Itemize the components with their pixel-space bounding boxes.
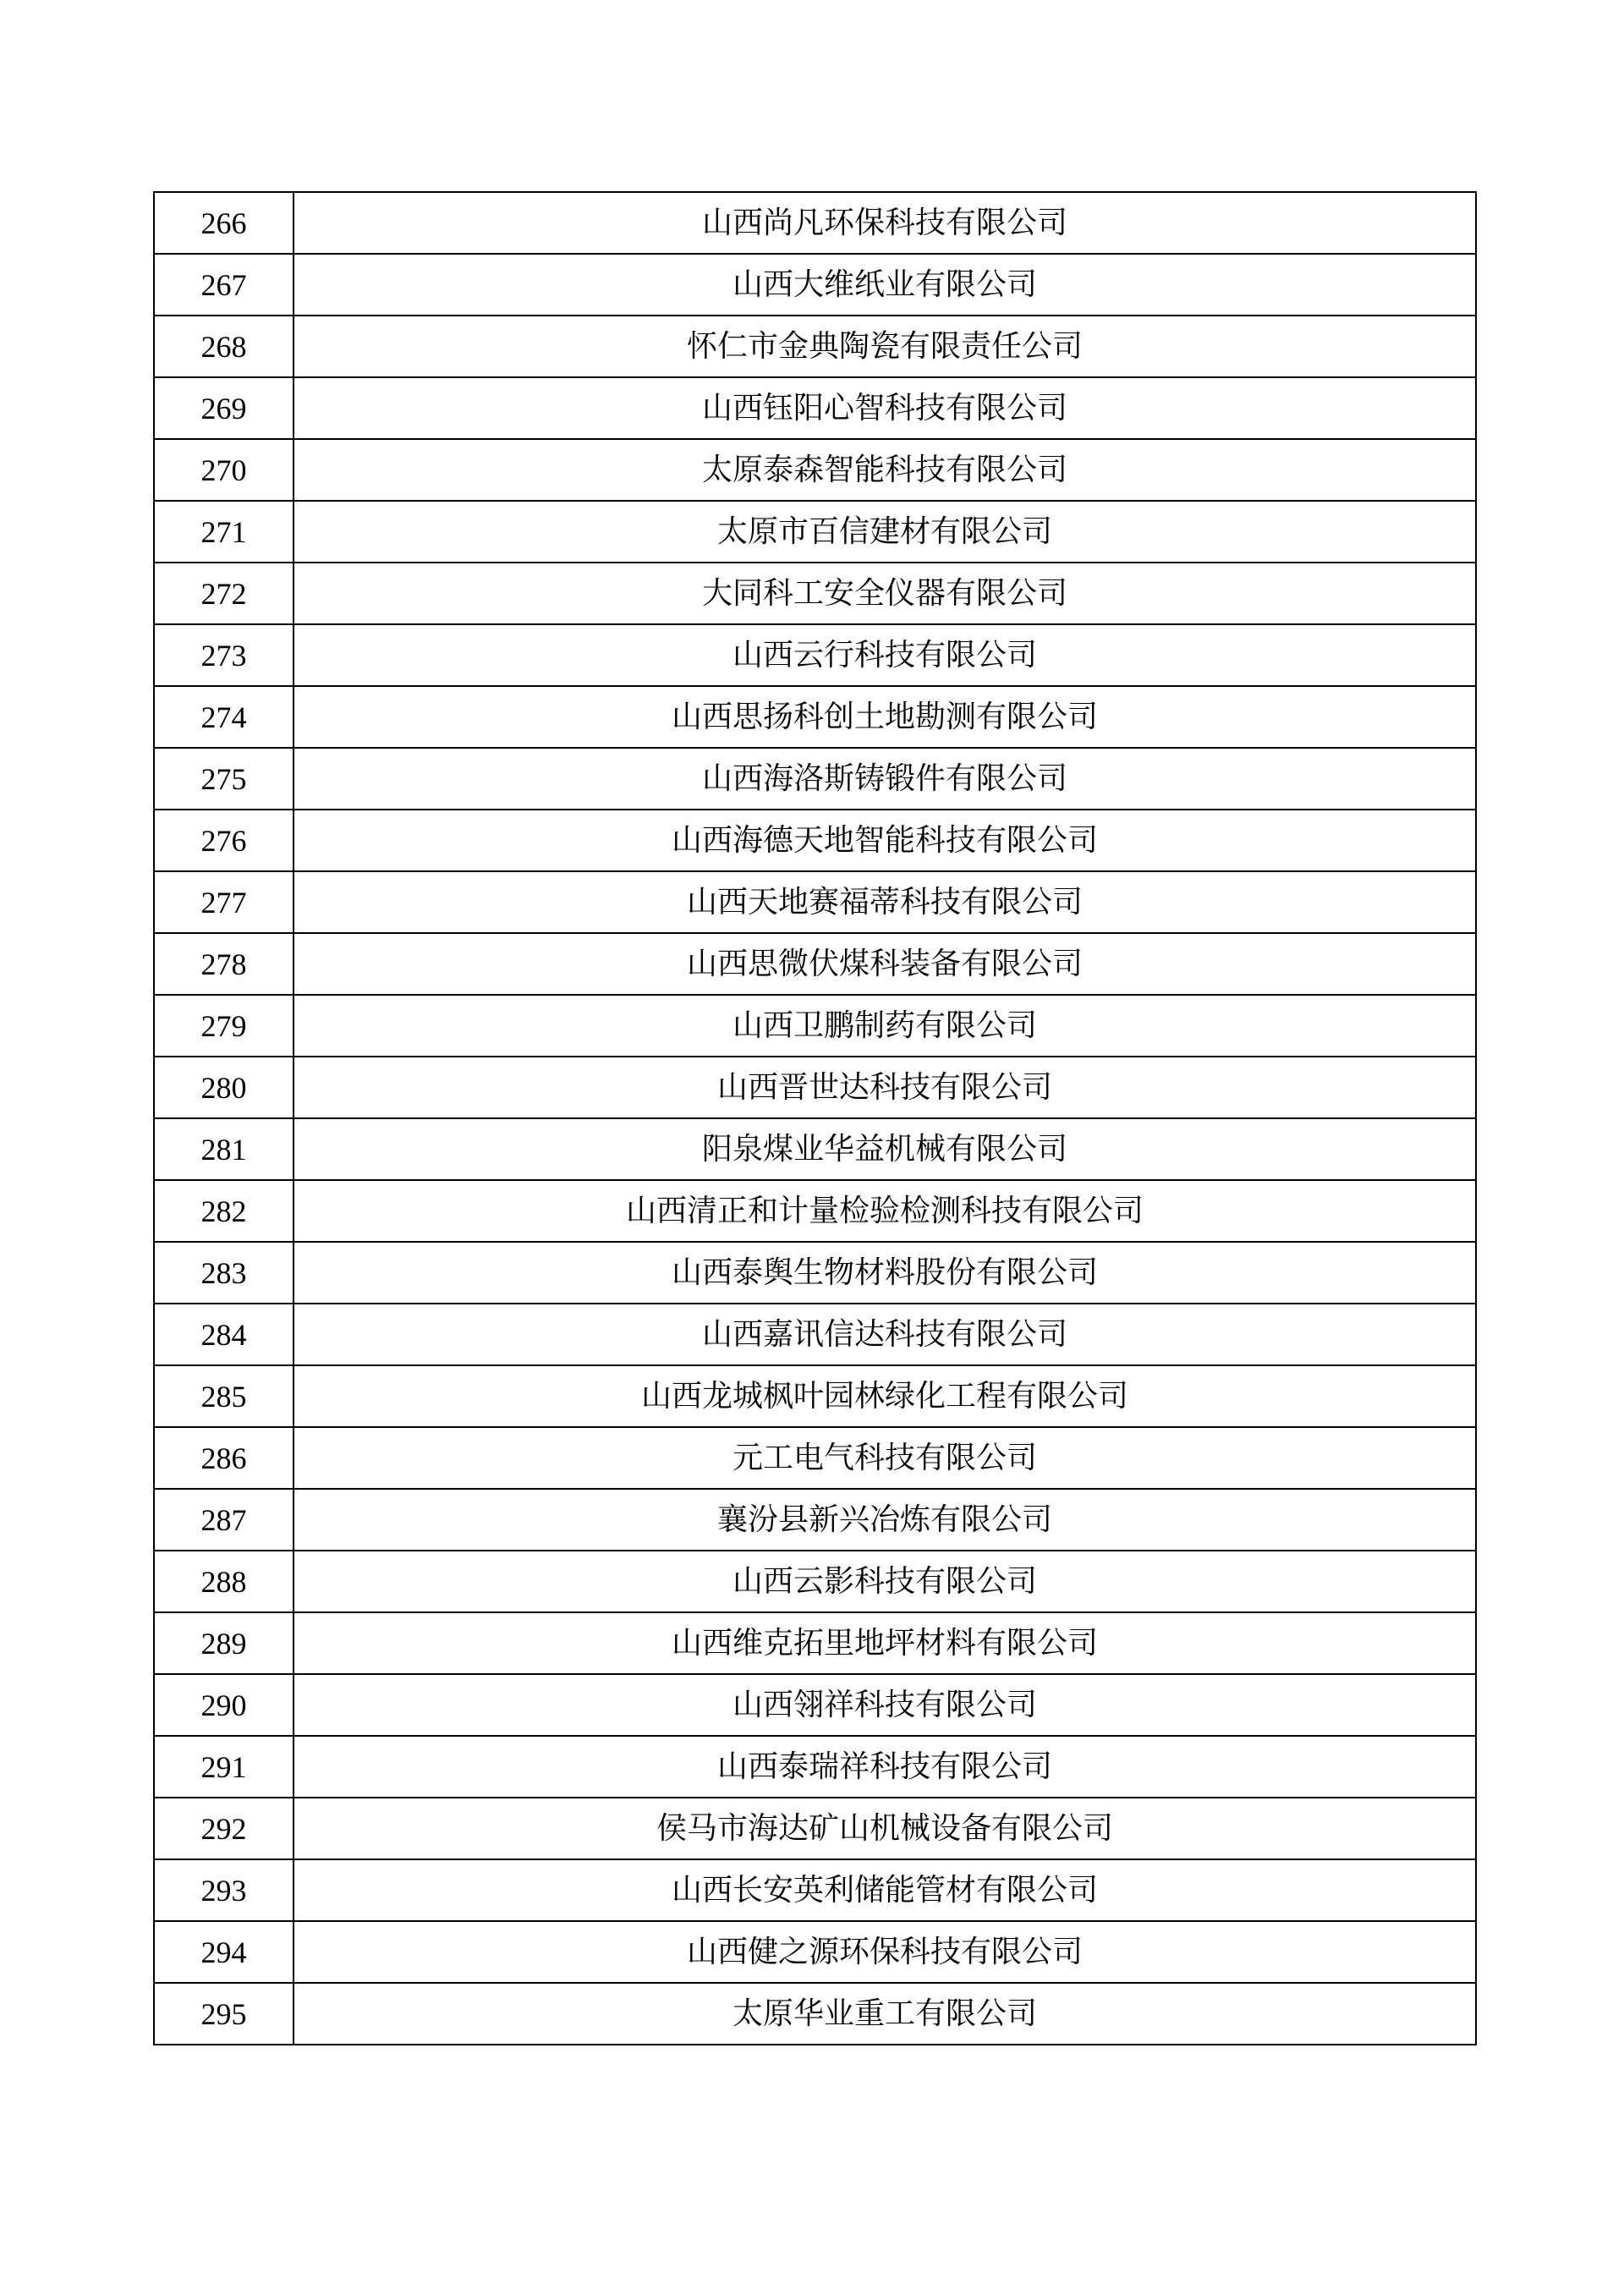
row-number: 269	[154, 377, 294, 439]
company-name: 山西天地赛福蒂科技有限公司	[294, 871, 1476, 933]
table-row	[154, 1798, 1476, 1859]
row-number: 279	[154, 995, 294, 1057]
company-name: 怀仁市金典陶瓷有限责任公司	[294, 316, 1476, 377]
row-number: 283	[154, 1242, 294, 1304]
table-row	[154, 1551, 1476, 1612]
company-name: 阳泉煤业华益机械有限公司	[294, 1118, 1476, 1180]
table-row	[154, 871, 1476, 933]
row-number: 273	[154, 624, 294, 686]
table-row	[154, 501, 1476, 563]
row-number: 270	[154, 439, 294, 501]
row-number: 268	[154, 316, 294, 377]
table-row	[154, 1365, 1476, 1427]
company-name: 山西嘉讯信达科技有限公司	[294, 1304, 1476, 1365]
company-name: 山西维克拓里地坪材料有限公司	[294, 1612, 1476, 1674]
company-name: 大同科工安全仪器有限公司	[294, 563, 1476, 624]
row-number: 291	[154, 1736, 294, 1798]
table-row	[154, 377, 1476, 439]
row-number: 271	[154, 501, 294, 563]
company-name: 山西钰阳心智科技有限公司	[294, 377, 1476, 439]
company-name: 山西晋世达科技有限公司	[294, 1057, 1476, 1118]
company-list-body	[154, 192, 1476, 2045]
company-name: 山西海洛斯铸锻件有限公司	[294, 748, 1476, 810]
table-row	[154, 1304, 1476, 1365]
company-name: 山西云行科技有限公司	[294, 624, 1476, 686]
row-number: 280	[154, 1057, 294, 1118]
company-name: 山西健之源环保科技有限公司	[294, 1921, 1476, 1983]
company-name: 山西大维纸业有限公司	[294, 254, 1476, 316]
row-number: 294	[154, 1921, 294, 1983]
table-row	[154, 1427, 1476, 1489]
company-name: 山西龙城枫叶园林绿化工程有限公司	[294, 1365, 1476, 1427]
company-name: 山西翎祥科技有限公司	[294, 1674, 1476, 1736]
company-name: 山西泰瑞祥科技有限公司	[294, 1736, 1476, 1798]
company-name: 山西海德天地智能科技有限公司	[294, 810, 1476, 871]
table-row	[154, 316, 1476, 377]
row-number: 277	[154, 871, 294, 933]
row-number: 287	[154, 1489, 294, 1551]
company-name: 山西云影科技有限公司	[294, 1551, 1476, 1612]
row-number: 267	[154, 254, 294, 316]
table-row	[154, 1612, 1476, 1674]
row-number: 284	[154, 1304, 294, 1365]
table-row	[154, 1242, 1476, 1304]
table-row	[154, 686, 1476, 748]
row-number: 295	[154, 1983, 294, 2045]
table-row	[154, 624, 1476, 686]
company-name: 元工电气科技有限公司	[294, 1427, 1476, 1489]
row-number: 272	[154, 563, 294, 624]
row-number: 275	[154, 748, 294, 810]
row-number: 290	[154, 1674, 294, 1736]
row-number: 289	[154, 1612, 294, 1674]
table-row	[154, 254, 1476, 316]
company-name: 太原泰森智能科技有限公司	[294, 439, 1476, 501]
table-row	[154, 439, 1476, 501]
company-list-table	[153, 191, 1477, 2045]
company-name: 山西长安英利储能管材有限公司	[294, 1859, 1476, 1921]
row-number: 292	[154, 1798, 294, 1859]
company-name: 太原华业重工有限公司	[294, 1983, 1476, 2045]
table-row	[154, 1674, 1476, 1736]
table-row	[154, 1736, 1476, 1798]
row-number: 285	[154, 1365, 294, 1427]
table-row	[154, 1489, 1476, 1551]
table-row	[154, 1921, 1476, 1983]
row-number: 276	[154, 810, 294, 871]
company-name: 山西思微伏煤科装备有限公司	[294, 933, 1476, 995]
row-number: 274	[154, 686, 294, 748]
table-row	[154, 192, 1476, 254]
table-row	[154, 1983, 1476, 2045]
table-row	[154, 810, 1476, 871]
table-row	[154, 1118, 1476, 1180]
table-row	[154, 995, 1476, 1057]
table-row	[154, 933, 1476, 995]
company-name: 侯马市海达矿山机械设备有限公司	[294, 1798, 1476, 1859]
company-name: 襄汾县新兴冶炼有限公司	[294, 1489, 1476, 1551]
row-number: 278	[154, 933, 294, 995]
row-number: 282	[154, 1180, 294, 1242]
row-number: 293	[154, 1859, 294, 1921]
company-name: 山西清正和计量检验检测科技有限公司	[294, 1180, 1476, 1242]
row-number: 281	[154, 1118, 294, 1180]
row-number: 286	[154, 1427, 294, 1489]
company-name: 山西泰舆生物材料股份有限公司	[294, 1242, 1476, 1304]
table-row	[154, 563, 1476, 624]
company-name: 太原市百信建材有限公司	[294, 501, 1476, 563]
company-name: 山西思扬科创土地勘测有限公司	[294, 686, 1476, 748]
row-number: 266	[154, 192, 294, 254]
company-name: 山西尚凡环保科技有限公司	[294, 192, 1476, 254]
row-number: 288	[154, 1551, 294, 1612]
company-name: 山西卫鹏制药有限公司	[294, 995, 1476, 1057]
table-row	[154, 748, 1476, 810]
table-row	[154, 1057, 1476, 1118]
table-row	[154, 1180, 1476, 1242]
table-row	[154, 1859, 1476, 1921]
